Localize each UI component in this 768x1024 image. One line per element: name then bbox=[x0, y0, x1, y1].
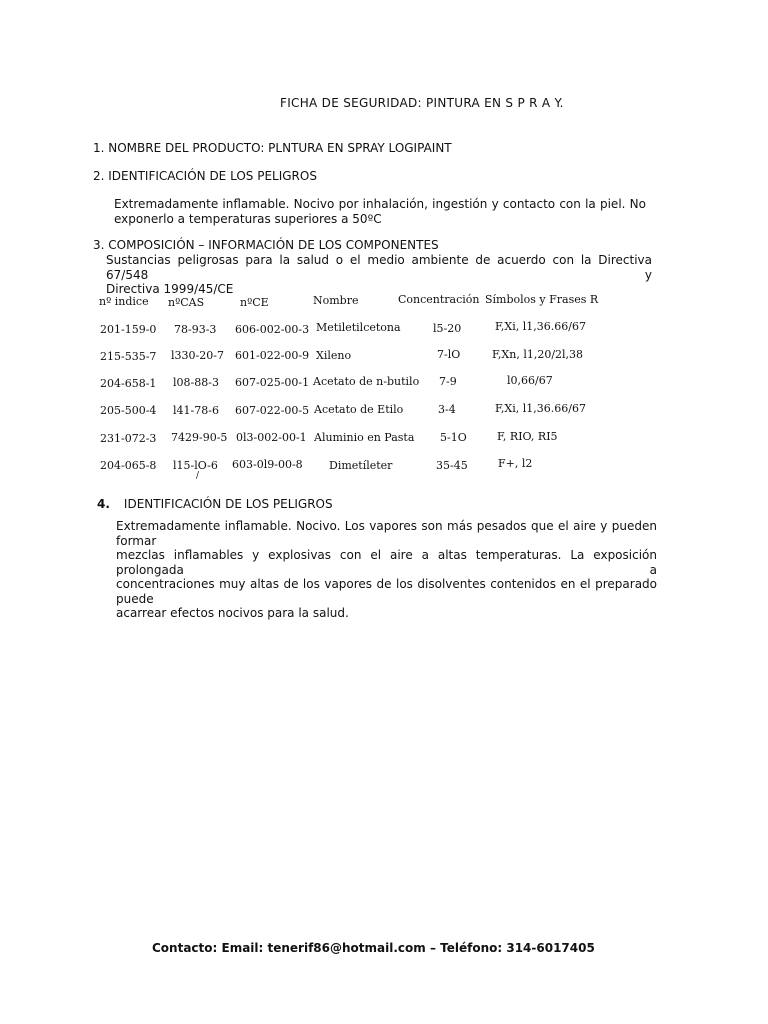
table-header-concentracion: Concentración bbox=[398, 293, 480, 306]
table-cell: l41-78-6 bbox=[173, 404, 219, 417]
document-title bbox=[280, 96, 564, 110]
table-cell: 603-0l9-00-8 bbox=[232, 458, 303, 471]
table-cell: 7429-90-5 bbox=[171, 431, 228, 444]
table-cell: 204-065-8 bbox=[100, 459, 157, 472]
table-cell: 78-93-3 bbox=[174, 323, 217, 336]
table-cell: 607-025-00-1 bbox=[235, 376, 310, 389]
section-4-line: concentraciones muy altas de los vapores de los disolventes contenidos en el preparado puede bbox=[116, 577, 657, 606]
section-4-line: mezclas inflamables y explosivas con el aire a altas temperaturas. La exposición prolongada a bbox=[116, 548, 657, 577]
table-cell: l0,66/67 bbox=[507, 374, 553, 387]
table-cell: l08-88-3 bbox=[173, 376, 219, 389]
table-cell: Acetato de n-butilo bbox=[313, 375, 420, 388]
section-4-heading-text: IDENTIFICACIÓN DE LOS PELIGROS bbox=[123, 497, 333, 511]
section-3-paragraph bbox=[106, 253, 652, 297]
section-2-heading: 2. IDENTIFICACIÓN DE LOS PELIGROS bbox=[93, 169, 317, 183]
table-cell: F,Xi, l1,36.66/67 bbox=[495, 402, 586, 415]
table-cell: l5-20 bbox=[433, 322, 462, 335]
table-cell: F, RIO, RI5 bbox=[497, 430, 558, 443]
table-cell: F,Xi, l1,36.66/67 bbox=[495, 320, 586, 333]
section-2-line: Extremadamente inflamable. Nocivo por inhalación, ingestión y contacto con la piel. No bbox=[114, 197, 646, 211]
section-3-line: Sustancias peligrosas para la salud o el medio ambiente de acuerdo con la Directiva 67/548 y bbox=[106, 253, 652, 282]
section-2-paragraph bbox=[114, 197, 646, 226]
table-cell: 204-658-1 bbox=[100, 377, 157, 390]
section-3-heading: 3. COMPOSICIÓN – INFORMACIÓN DE LOS COMPONENTES bbox=[93, 238, 439, 252]
document-title-dot: . bbox=[559, 96, 564, 110]
table-cell: 205-500-4 bbox=[100, 404, 157, 417]
section-4-line: Extremadamente inflamable. Nocivo. Los vapores son más pesados que el aire y pueden formar bbox=[116, 519, 657, 548]
table-cell: 5-1O bbox=[440, 431, 467, 444]
document-title-text: FICHA DE SEGURIDAD: PINTURA EN S P R A Y bbox=[280, 96, 560, 110]
table-header-cas: nºCAS bbox=[168, 296, 205, 309]
table-cell: 606-002-00-3 bbox=[235, 323, 310, 336]
table-cell: F,Xn, l1,20/2l,38 bbox=[492, 348, 584, 361]
table-cell: 3-4 bbox=[438, 403, 456, 416]
table-cell: Xileno bbox=[316, 349, 352, 362]
contact-footer: Contacto: Email: tenerif86@hotmail.com – Teléfono: 314-6017405 bbox=[152, 941, 595, 955]
table-cell: l330-20-7 bbox=[171, 349, 224, 362]
table-header-simbolos: Símbolos y Frases R bbox=[485, 293, 599, 306]
table-header-ce: nºCE bbox=[240, 296, 269, 309]
table-cell: Aluminio en Pasta bbox=[314, 431, 415, 444]
section-4-paragraph bbox=[116, 519, 657, 621]
table-cell: 215-535-7 bbox=[100, 350, 157, 363]
table-cell: Metiletilcetona bbox=[316, 321, 401, 334]
section-2-line: exponerlo a temperaturas superiores a 50ºC bbox=[114, 211, 382, 226]
section-3-line: Directiva 1999/45/CE bbox=[106, 282, 234, 296]
table-header-nombre: Nombre bbox=[313, 294, 359, 307]
section-4-line: acarrear efectos nocivos para la salud. bbox=[116, 606, 349, 620]
table-cell: 7-9 bbox=[439, 375, 457, 388]
table-cell: Dimetíleter bbox=[329, 459, 393, 472]
section-4-number: 4. bbox=[97, 497, 110, 511]
section-1-heading: 1. NOMBRE DEL PRODUCTO: PLNTURA EN SPRAY LOGIPAINT bbox=[93, 141, 452, 155]
table-cell: l15-lO-6 bbox=[173, 459, 218, 472]
table-cell: 35-45 bbox=[436, 459, 468, 472]
table-cell: Acetato de Etilo bbox=[314, 403, 404, 416]
section-4-heading bbox=[97, 497, 333, 511]
stray-mark: / bbox=[196, 471, 200, 481]
table-cell: 201-159-0 bbox=[100, 323, 157, 336]
table-cell: 0l3-002-00-1 bbox=[236, 431, 307, 444]
table-cell: 601-022-00-9 bbox=[235, 349, 310, 362]
table-cell: 231-072-3 bbox=[100, 432, 157, 445]
table-cell: 7-lO bbox=[437, 348, 461, 361]
table-cell: F+, l2 bbox=[498, 457, 533, 470]
table-header-indice: nº indice bbox=[99, 295, 149, 308]
table-cell: 607-022-00-5 bbox=[235, 404, 310, 417]
